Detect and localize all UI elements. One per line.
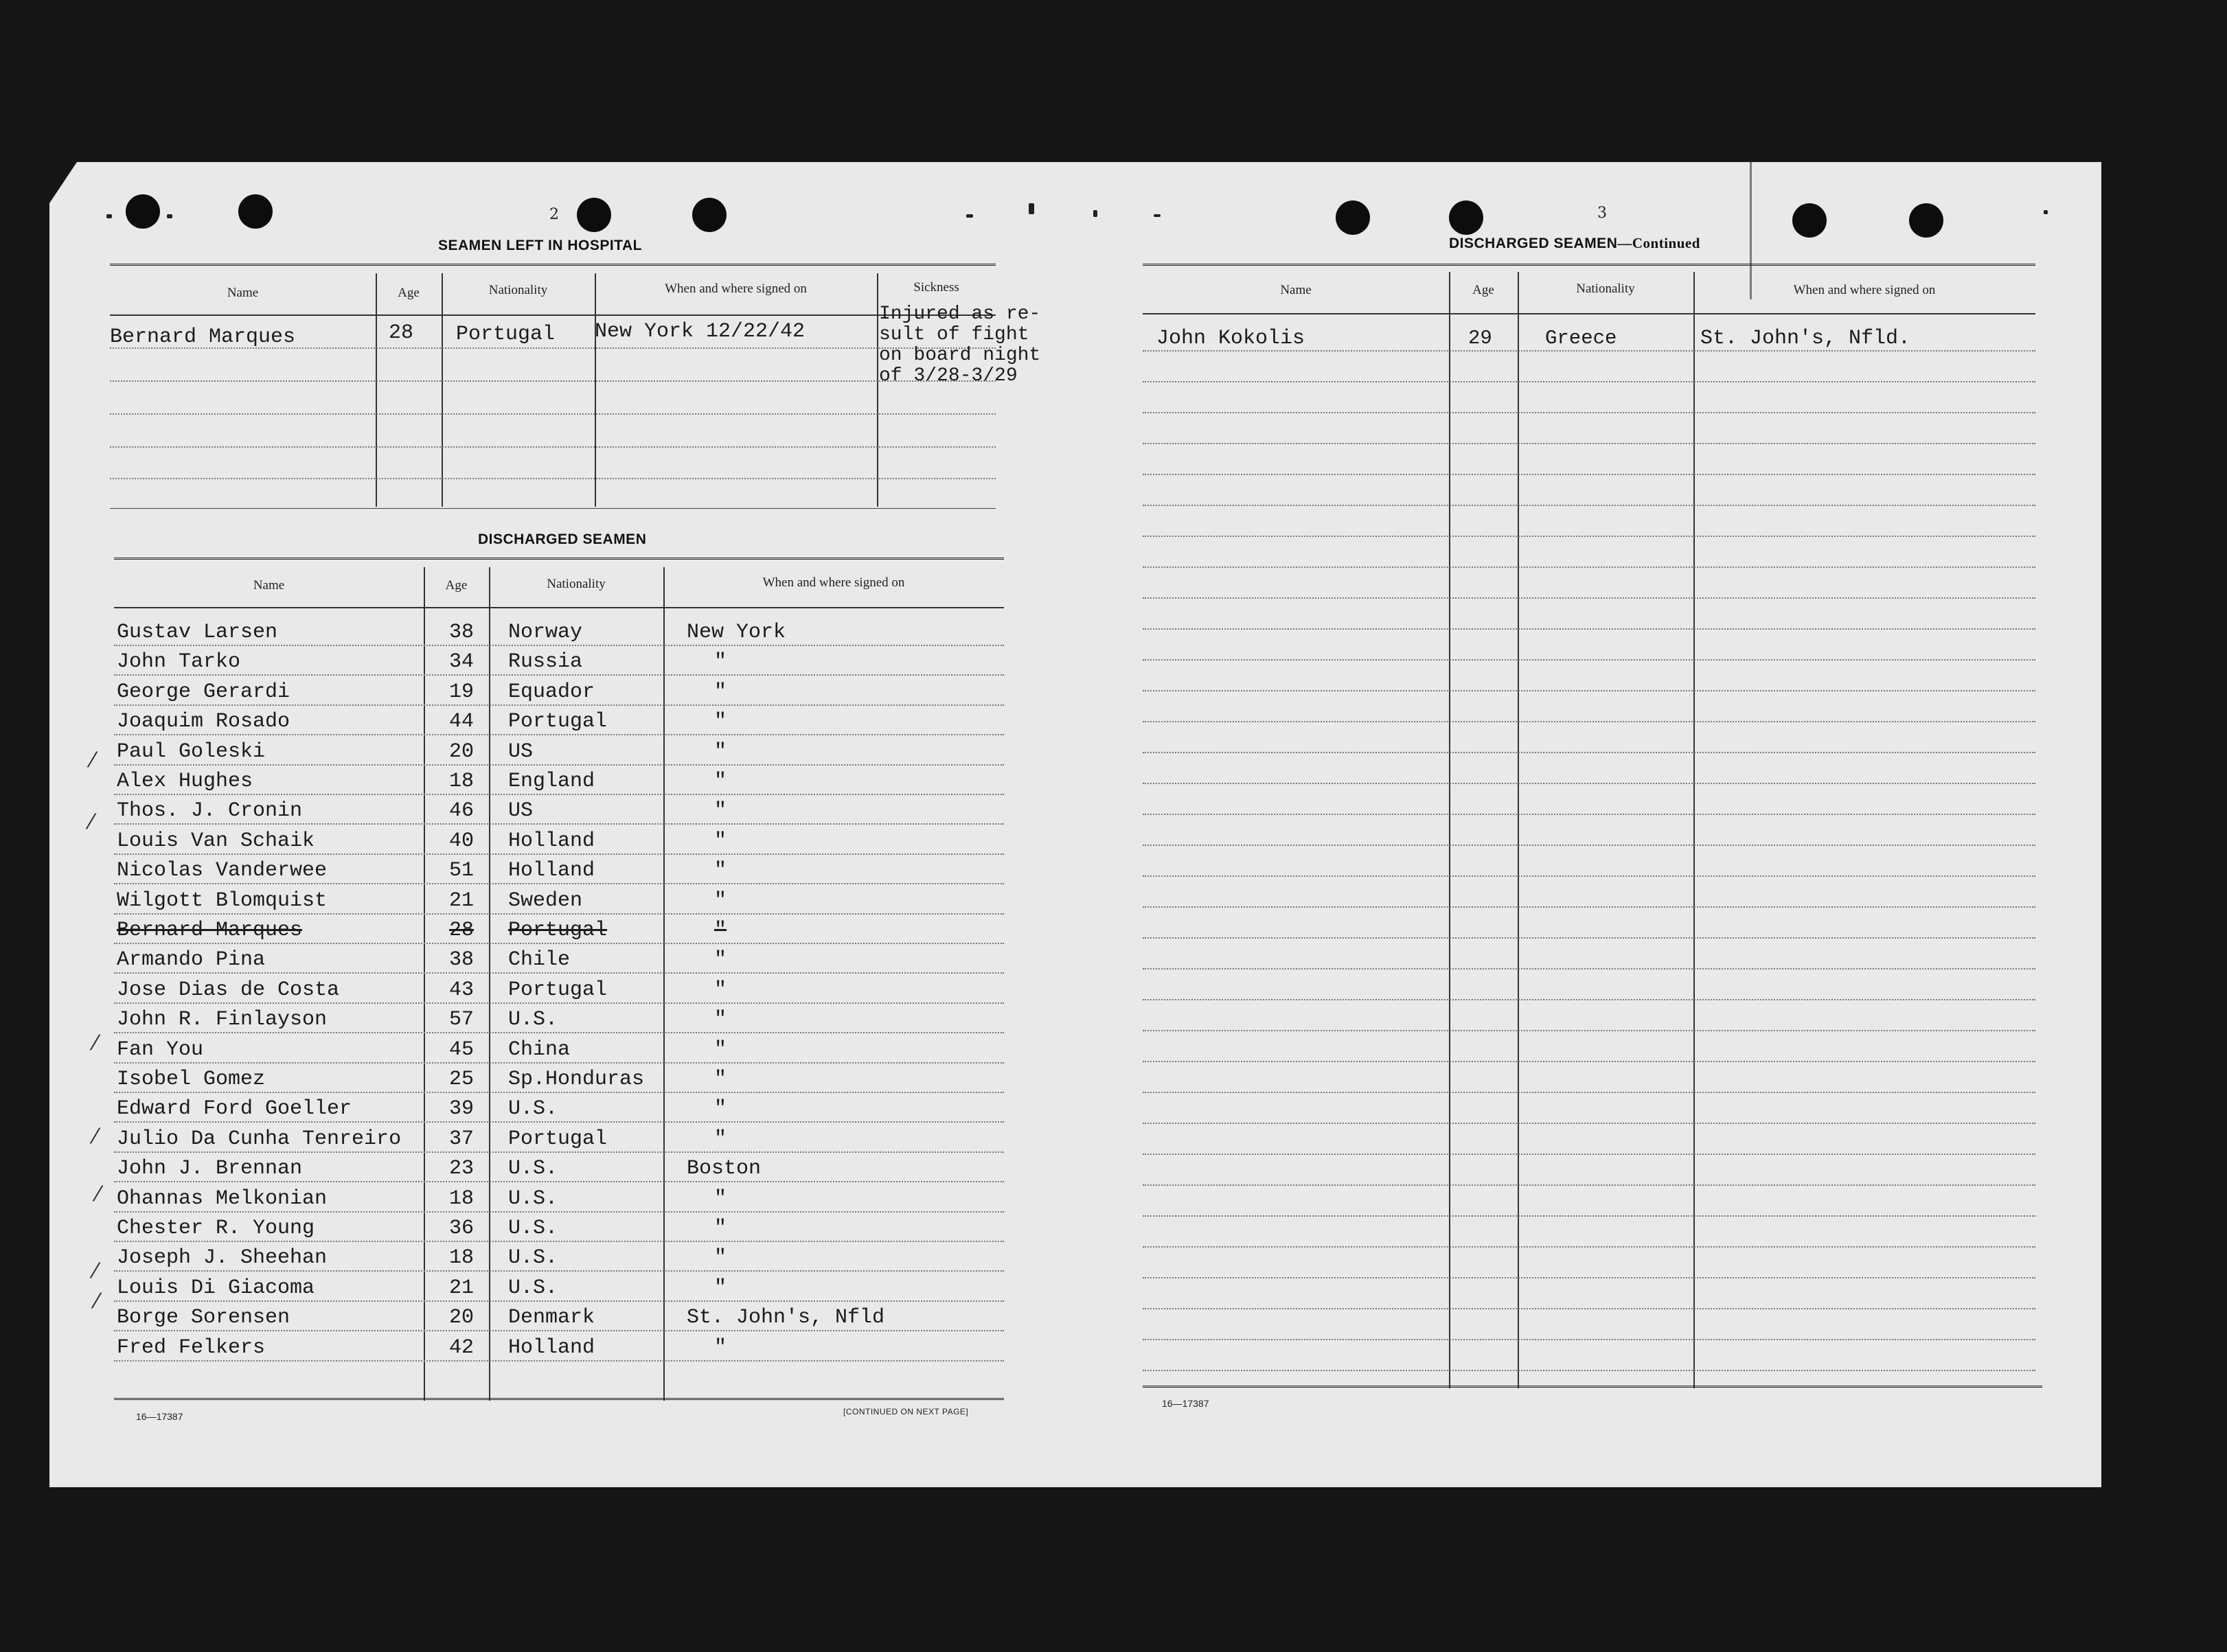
row-rule bbox=[1143, 443, 2035, 444]
signed-on-cell: " bbox=[714, 1038, 727, 1062]
torn-corner bbox=[49, 162, 77, 203]
punch-hole bbox=[577, 198, 611, 232]
check-mark: ⁄ bbox=[93, 1125, 98, 1149]
column-header-age: Age bbox=[1472, 283, 1494, 297]
signed-on-cell: " bbox=[714, 1217, 727, 1240]
age-cell: 37 bbox=[449, 1127, 475, 1151]
row-rule bbox=[114, 1181, 1004, 1182]
nationality-cell: U.S. bbox=[508, 1217, 558, 1240]
name-cell: Isobel Gomez bbox=[117, 1068, 266, 1091]
document-sheet bbox=[49, 162, 2101, 1487]
name-cell: Thos. J. Cronin bbox=[117, 799, 303, 823]
name-cell: Jose Dias de Costa bbox=[117, 978, 340, 1002]
name-cell: Chester R. Young bbox=[117, 1217, 315, 1240]
right-signed-on-cell: St. John's, Nfld. bbox=[1700, 327, 1911, 350]
signed-on-cell: " bbox=[714, 650, 727, 674]
speck bbox=[1029, 203, 1034, 214]
nationality-cell: Portugal bbox=[508, 710, 608, 733]
nationality-cell: U.S. bbox=[508, 1276, 558, 1300]
hospital-sickness-line: sult of fight bbox=[879, 324, 1029, 345]
age-cell: 18 bbox=[449, 1246, 475, 1270]
table-top-rule bbox=[114, 558, 1004, 560]
signed-on-cell: New York bbox=[687, 621, 786, 644]
age-cell: 43 bbox=[449, 978, 475, 1002]
nationality-cell: US bbox=[508, 740, 534, 764]
nationality-cell: Portugal bbox=[508, 978, 608, 1002]
row-rule bbox=[114, 1270, 1004, 1272]
nationality-cell: Portugal bbox=[508, 919, 608, 942]
row-rule bbox=[1143, 906, 2035, 908]
row-rule bbox=[1143, 937, 2035, 939]
row-rule bbox=[114, 645, 1004, 646]
nationality-cell: Norway bbox=[508, 621, 583, 644]
check-mark: ⁄ bbox=[89, 810, 93, 834]
hospital-sickness-line: of 3/28-3/29 bbox=[879, 365, 1018, 387]
column-header-name: Name bbox=[253, 578, 285, 593]
continued-note: [CONTINUED ON NEXT PAGE] bbox=[843, 1407, 969, 1416]
nationality-cell: Sp.Honduras bbox=[508, 1068, 645, 1091]
punch-hole bbox=[1336, 200, 1370, 235]
row-rule bbox=[114, 1211, 1004, 1213]
name-cell: Julio Da Cunha Tenreiro bbox=[117, 1127, 402, 1151]
nationality-cell: Equador bbox=[508, 680, 595, 704]
row-rule bbox=[1143, 783, 2035, 784]
nationality-cell: US bbox=[508, 799, 534, 823]
nationality-cell: U.S. bbox=[508, 1008, 558, 1031]
row-rule bbox=[1143, 412, 2035, 413]
speck bbox=[966, 214, 973, 218]
row-rule bbox=[1143, 999, 2035, 1000]
speck bbox=[106, 214, 112, 218]
name-cell: Louis Di Giacoma bbox=[117, 1276, 315, 1300]
row-rule bbox=[1143, 1184, 2035, 1186]
nationality-cell: Chile bbox=[508, 948, 571, 972]
nationality-cell: U.S. bbox=[508, 1097, 558, 1121]
age-cell: 25 bbox=[449, 1068, 475, 1091]
column-header-name: Name bbox=[227, 286, 259, 300]
column-header-signed-on: When and where signed on bbox=[1793, 283, 1936, 297]
row-rule bbox=[114, 674, 1004, 676]
discharged-section-title: DISCHARGED SEAMEN bbox=[478, 531, 647, 547]
header-rule bbox=[114, 607, 1004, 608]
hospital-section-title: SEAMEN LEFT IN HOSPITAL bbox=[438, 238, 642, 253]
age-cell: 39 bbox=[449, 1097, 475, 1121]
row-rule bbox=[114, 704, 1004, 706]
row-rule bbox=[114, 794, 1004, 795]
name-cell: Paul Goleski bbox=[117, 740, 266, 764]
row-rule bbox=[114, 972, 1004, 974]
row-rule bbox=[1143, 350, 2035, 352]
speck bbox=[1093, 210, 1097, 217]
age-cell: 21 bbox=[449, 1276, 475, 1300]
nationality-cell: U.S. bbox=[508, 1157, 558, 1180]
name-cell: John Tarko bbox=[117, 650, 241, 674]
right-section-title-continued: —Continued bbox=[1617, 235, 1700, 251]
signed-on-cell: " bbox=[714, 1187, 727, 1211]
row-rule bbox=[114, 1121, 1004, 1123]
age-cell: 18 bbox=[449, 770, 475, 793]
row-rule bbox=[1143, 845, 2035, 846]
name-cell: Armando Pina bbox=[117, 948, 266, 972]
row-rule bbox=[1143, 505, 2035, 506]
row-rule bbox=[1143, 1030, 2035, 1031]
right-nationality-cell: Greece bbox=[1545, 327, 1617, 349]
page-number: 2 bbox=[549, 206, 559, 223]
row-rule bbox=[110, 413, 996, 415]
row-rule bbox=[1143, 814, 2035, 815]
row-rule bbox=[1143, 1246, 2035, 1248]
column-divider bbox=[1693, 272, 1695, 1388]
row-rule bbox=[114, 823, 1004, 825]
nationality-cell: Holland bbox=[508, 859, 595, 882]
row-rule bbox=[1143, 1215, 2035, 1217]
row-rule bbox=[114, 1092, 1004, 1093]
name-cell: Nicolas Vanderwee bbox=[117, 859, 328, 882]
signed-on-cell: " bbox=[714, 919, 727, 942]
age-cell: 42 bbox=[449, 1336, 475, 1360]
age-cell: 20 bbox=[449, 740, 475, 764]
hospital-sickness-line: Injured as re- bbox=[879, 303, 1041, 325]
row-rule bbox=[114, 1300, 1004, 1302]
signed-on-cell: " bbox=[714, 829, 727, 853]
signed-on-cell: " bbox=[714, 1336, 727, 1360]
column-header-sickness: Sickness bbox=[913, 280, 959, 295]
name-cell: George Gerardi bbox=[117, 680, 290, 704]
signed-on-cell: " bbox=[714, 1276, 727, 1300]
row-rule bbox=[114, 1330, 1004, 1331]
punch-hole bbox=[238, 194, 273, 229]
age-cell: 38 bbox=[449, 621, 475, 644]
name-cell: Borge Sorensen bbox=[117, 1306, 290, 1329]
age-cell: 19 bbox=[449, 680, 475, 704]
row-rule bbox=[1143, 875, 2035, 877]
row-rule bbox=[110, 446, 996, 448]
row-rule bbox=[1143, 628, 2035, 630]
punch-hole bbox=[692, 198, 727, 232]
row-rule bbox=[1143, 752, 2035, 753]
age-cell: 44 bbox=[449, 710, 475, 733]
row-rule bbox=[1143, 1308, 2035, 1309]
column-divider bbox=[595, 273, 596, 507]
row-rule bbox=[110, 478, 996, 479]
age-cell: 57 bbox=[449, 1008, 475, 1031]
column-header-age: Age bbox=[398, 286, 420, 300]
row-rule bbox=[114, 1360, 1004, 1362]
name-cell: Edward Ford Goeller bbox=[117, 1097, 352, 1121]
signed-on-cell: " bbox=[714, 859, 727, 882]
row-rule bbox=[1143, 721, 2035, 722]
signed-on-cell: " bbox=[714, 740, 727, 764]
row-rule bbox=[1143, 566, 2035, 568]
signed-on-cell: " bbox=[714, 680, 727, 704]
column-divider bbox=[1449, 272, 1450, 1388]
row-rule bbox=[1143, 1339, 2035, 1340]
signed-on-cell: " bbox=[714, 889, 727, 913]
name-cell: Alex Hughes bbox=[117, 770, 253, 793]
row-rule bbox=[114, 1151, 1004, 1153]
name-cell: Louis Van Schaik bbox=[117, 829, 315, 853]
header-rule bbox=[110, 314, 996, 316]
row-rule bbox=[1143, 1123, 2035, 1124]
column-divider bbox=[877, 273, 878, 507]
column-header-signed-on: When and where signed on bbox=[762, 575, 905, 590]
row-rule bbox=[1143, 1092, 2035, 1093]
age-cell: 36 bbox=[449, 1217, 475, 1240]
punch-hole bbox=[1792, 203, 1827, 238]
column-header-nationality: Nationality bbox=[1576, 282, 1635, 296]
column-divider bbox=[376, 273, 377, 507]
signed-on-cell: " bbox=[714, 1097, 727, 1121]
age-cell: 38 bbox=[449, 948, 475, 972]
table-top-rule bbox=[1143, 264, 2035, 266]
column-header-nationality: Nationality bbox=[488, 283, 548, 297]
name-cell: Joaquim Rosado bbox=[117, 710, 290, 733]
age-cell: 23 bbox=[449, 1157, 475, 1180]
signed-on-cell: " bbox=[714, 1127, 727, 1151]
row-rule bbox=[1143, 474, 2035, 475]
signed-on-cell: " bbox=[714, 948, 727, 972]
nationality-cell: Denmark bbox=[508, 1306, 595, 1329]
row-rule bbox=[1143, 659, 2035, 661]
right-section-title-main: DISCHARGED SEAMEN bbox=[1449, 236, 1618, 251]
hospital-age-cell: 28 bbox=[389, 321, 414, 345]
punch-hole bbox=[126, 194, 160, 229]
name-cell: John R. Finlayson bbox=[117, 1008, 328, 1031]
check-mark: ⁄ bbox=[96, 1182, 100, 1206]
column-divider bbox=[663, 567, 665, 1401]
row-rule bbox=[114, 1062, 1004, 1064]
signed-on-cell: " bbox=[714, 1068, 727, 1091]
table-bottom-rule bbox=[110, 508, 996, 509]
age-cell: 51 bbox=[449, 859, 475, 882]
row-rule bbox=[1143, 1277, 2035, 1278]
header-rule bbox=[1143, 313, 2035, 314]
nationality-cell: Sweden bbox=[508, 889, 583, 913]
age-cell: 28 bbox=[449, 919, 475, 942]
age-cell: 21 bbox=[449, 889, 475, 913]
column-header-age: Age bbox=[445, 578, 468, 593]
hospital-sickness-line: on board night bbox=[879, 345, 1041, 366]
age-cell: 46 bbox=[449, 799, 475, 823]
signed-on-cell: " bbox=[714, 710, 727, 733]
right-section-title bbox=[1449, 235, 1700, 252]
nationality-cell: England bbox=[508, 770, 595, 793]
column-header-signed-on: When and where signed on bbox=[665, 282, 807, 296]
nationality-cell: China bbox=[508, 1038, 571, 1062]
name-cell: John J. Brennan bbox=[117, 1157, 303, 1180]
check-mark: ⁄ bbox=[93, 1031, 98, 1055]
column-divider bbox=[424, 567, 425, 1401]
right-name-cell: John Kokolis bbox=[1156, 327, 1305, 350]
punch-hole bbox=[1909, 203, 1943, 238]
row-rule bbox=[1143, 690, 2035, 691]
hospital-nationality-cell: Portugal bbox=[456, 323, 556, 346]
speck bbox=[2044, 210, 2048, 214]
column-header-nationality: Nationality bbox=[547, 577, 606, 591]
hospital-name-cell: Bernard Marques bbox=[110, 325, 296, 349]
signed-on-cell: " bbox=[714, 1246, 727, 1270]
row-rule bbox=[114, 943, 1004, 944]
page-crease bbox=[1750, 162, 1752, 299]
nationality-cell: Holland bbox=[508, 1336, 595, 1360]
hospital-signed-on-cell: New York 12/22/42 bbox=[595, 320, 806, 343]
column-divider bbox=[1518, 272, 1519, 1388]
signed-on-cell: " bbox=[714, 978, 727, 1002]
nationality-cell: U.S. bbox=[508, 1246, 558, 1270]
speck bbox=[1154, 214, 1161, 217]
name-cell: Fred Felkers bbox=[117, 1336, 266, 1360]
check-mark: ⁄ bbox=[93, 1259, 98, 1283]
name-cell: Fan You bbox=[117, 1038, 204, 1062]
row-rule bbox=[1143, 1154, 2035, 1155]
row-rule bbox=[1143, 968, 2035, 970]
row-rule bbox=[114, 764, 1004, 766]
signed-on-cell: " bbox=[714, 799, 727, 823]
row-rule bbox=[114, 883, 1004, 884]
age-cell: 18 bbox=[449, 1187, 475, 1211]
age-cell: 45 bbox=[449, 1038, 475, 1062]
signed-on-cell: St. John's, Nfld bbox=[687, 1306, 885, 1329]
signed-on-cell: " bbox=[714, 1008, 727, 1031]
row-rule bbox=[114, 1002, 1004, 1004]
row-rule bbox=[114, 1032, 1004, 1033]
column-divider bbox=[489, 567, 490, 1401]
column-header-name: Name bbox=[1280, 283, 1312, 297]
signed-on-cell: Boston bbox=[687, 1157, 762, 1180]
name-cell: Joseph J. Sheehan bbox=[117, 1246, 328, 1270]
check-mark: ⁄ bbox=[91, 748, 95, 772]
table-bottom-rule bbox=[1143, 1386, 2042, 1388]
table-top-rule bbox=[110, 264, 996, 266]
row-rule bbox=[1143, 536, 2035, 537]
row-rule bbox=[114, 853, 1004, 855]
age-cell: 40 bbox=[449, 829, 475, 853]
right-age-cell: 29 bbox=[1468, 327, 1492, 349]
nationality-cell: Holland bbox=[508, 829, 595, 853]
signed-on-cell: " bbox=[714, 770, 727, 793]
check-mark: ⁄ bbox=[95, 1289, 99, 1313]
age-cell: 20 bbox=[449, 1306, 475, 1329]
row-rule bbox=[1143, 381, 2035, 382]
nationality-cell: Portugal bbox=[508, 1127, 608, 1151]
name-cell: Gustav Larsen bbox=[117, 621, 278, 644]
table-bottom-rule bbox=[114, 1398, 1004, 1400]
nationality-cell: U.S. bbox=[508, 1187, 558, 1211]
age-cell: 34 bbox=[449, 650, 475, 674]
row-rule bbox=[114, 1241, 1004, 1242]
name-cell: Bernard Marques bbox=[117, 919, 303, 942]
speck bbox=[167, 214, 172, 218]
column-divider bbox=[442, 273, 443, 507]
row-rule bbox=[114, 734, 1004, 735]
page-number: 3 bbox=[1597, 205, 1607, 222]
row-rule bbox=[1143, 1061, 2035, 1062]
row-rule bbox=[114, 913, 1004, 915]
punch-hole bbox=[1449, 200, 1483, 235]
name-cell: Ohannas Melkonian bbox=[117, 1187, 328, 1211]
row-rule bbox=[1143, 1370, 2035, 1371]
form-number: 16—17387 bbox=[136, 1411, 183, 1422]
name-cell: Wilgott Blomquist bbox=[117, 889, 328, 913]
row-rule bbox=[110, 380, 996, 382]
nationality-cell: Russia bbox=[508, 650, 583, 674]
row-rule bbox=[1143, 597, 2035, 599]
form-number: 16—17387 bbox=[1162, 1398, 1209, 1409]
